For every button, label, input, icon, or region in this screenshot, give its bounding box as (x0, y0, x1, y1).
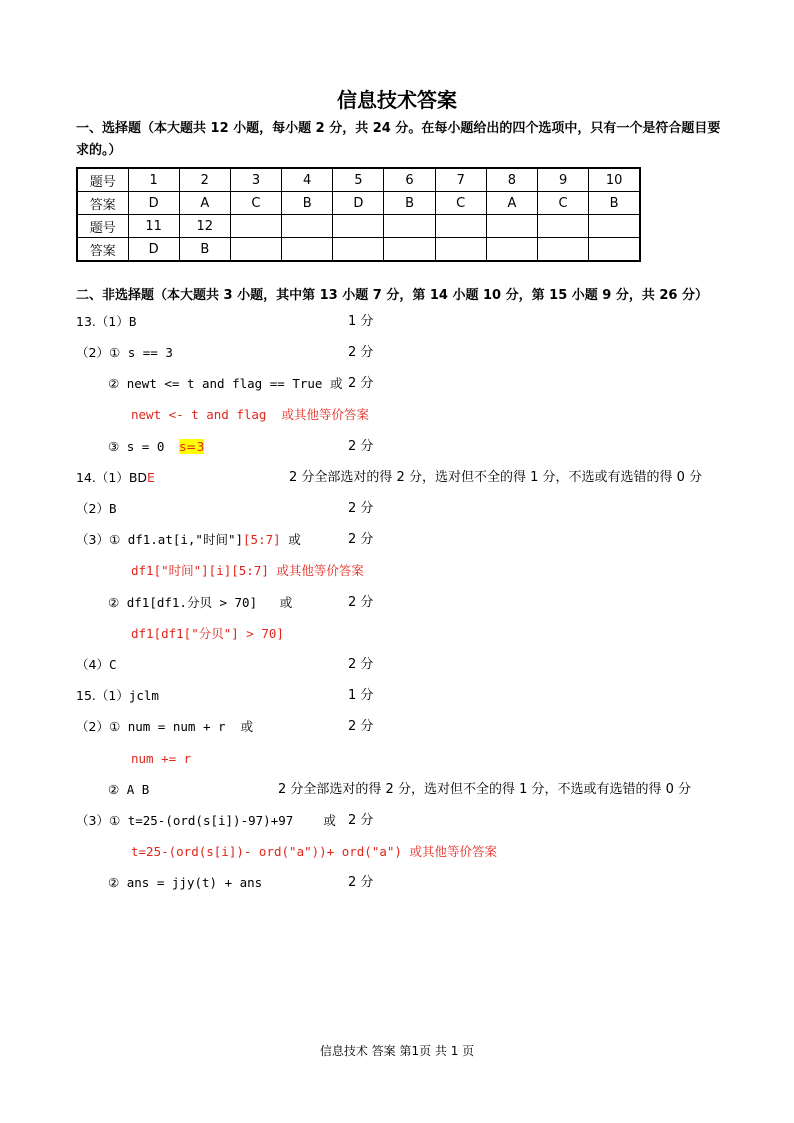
table-cell: C (435, 192, 486, 215)
or-label: 或 (240, 719, 254, 734)
table-cell: 6 (384, 168, 435, 192)
score-label: 1 分 (348, 314, 374, 329)
table-row (77, 192, 640, 215)
equivalent-note: 或其他等价答案 (409, 844, 497, 859)
alt-answer-text: t=25-(ord(s[i])- ord("a"))+ ord("a") (131, 844, 402, 859)
answer-line (108, 874, 262, 892)
table-cell (486, 238, 537, 262)
table-cell: B (282, 192, 333, 215)
answer-text: num = num + r (127, 719, 226, 734)
answer-table (76, 167, 641, 262)
answer-text-red: [5:7] (243, 532, 281, 547)
question-label: 15.（1） (76, 688, 129, 703)
answer-line (76, 313, 136, 331)
table-cell (333, 238, 384, 262)
table-cell (282, 238, 333, 262)
answer-text-red: E (147, 470, 155, 485)
score-label: 2 分 (348, 376, 374, 391)
or-label: 或 (288, 532, 301, 547)
answer-line (76, 344, 173, 362)
table-cell: 11 (128, 215, 179, 238)
or-label: 或 (279, 595, 293, 610)
table-cell (589, 238, 640, 262)
answer-line (108, 438, 204, 456)
question-label: （2）① (76, 719, 121, 734)
table-cell: 7 (435, 168, 486, 192)
score-label: 2 分 (348, 439, 374, 454)
answer-line (76, 469, 155, 487)
score-label: 2 分 (348, 657, 374, 672)
answer-text: B (108, 501, 117, 516)
question-label: 13.（1） (76, 314, 129, 329)
table-cell: 1 (128, 168, 179, 192)
scoring-note: 2 分全部选对的得 2 分，选对但不全的得 1 分，不选或有选错的得 0 分 (278, 782, 692, 797)
alt-answer-line (131, 406, 369, 424)
answer-text: BD (128, 470, 148, 485)
table-cell: B (179, 238, 230, 262)
answer-line (76, 531, 301, 549)
score-label: 2 分 (348, 532, 374, 547)
answer-text: s == 3 (127, 345, 173, 360)
table-cell (333, 215, 384, 238)
table-cell: 答案 (77, 192, 128, 215)
question-label: （3）① (76, 813, 121, 828)
table-cell (538, 238, 589, 262)
table-cell: B (384, 192, 435, 215)
table-cell: 10 (589, 168, 640, 192)
page-footer: 信息技术 答案 第1页 共 1 页 (319, 1044, 475, 1058)
page-title: 信息技术答案 (337, 88, 457, 112)
table-row (77, 238, 640, 262)
question-label: （3）① (76, 532, 121, 547)
question-label: （2） (76, 501, 109, 516)
answer-line (76, 812, 336, 830)
question-label: ② (108, 875, 120, 890)
section2-heading: 二、非选择题（本大题共 3 小题，其中第 13 小题 7 分，第 14 小题 10 分，第 15 小题 9 分，共 26 分） (76, 288, 709, 303)
table-cell (230, 215, 281, 238)
table-cell: 答案 (77, 238, 128, 262)
alt-answer-line (131, 750, 191, 768)
table-cell (282, 215, 333, 238)
table-row (77, 168, 640, 192)
question-label: ② (108, 595, 120, 610)
table-cell (230, 238, 281, 262)
alt-answer-line (131, 625, 284, 643)
table-cell: C (538, 192, 589, 215)
answer-text: C (108, 657, 117, 672)
score-label: 2 分 (348, 345, 374, 360)
table-cell: 9 (538, 168, 589, 192)
answer-line (76, 656, 116, 674)
or-label: 或 (329, 376, 343, 391)
table-cell (435, 238, 486, 262)
answer-text: A B (126, 782, 150, 797)
table-cell: 8 (486, 168, 537, 192)
answer-line (76, 500, 116, 518)
table-cell: 题号 (77, 215, 128, 238)
answer-text: jclm (128, 688, 159, 703)
question-label: 14.（1） (76, 470, 129, 485)
question-label: ② (108, 782, 120, 797)
answer-line (76, 687, 159, 705)
answer-text: B (128, 314, 137, 329)
alt-answer-line (131, 562, 364, 580)
answer-line (108, 781, 149, 799)
answer-text: ans = jjy(t) + ans (126, 875, 263, 890)
table-cell (384, 238, 435, 262)
answer-text: df1[df1.分贝 > 70] (126, 595, 258, 610)
answer-text: s = 0 (126, 439, 165, 454)
table-cell (538, 215, 589, 238)
score-label: 2 分 (348, 875, 374, 890)
table-cell (435, 215, 486, 238)
section1-heading: 一、选择题（本大题共 12 小题，每小题 2 分，共 24 分。在每小题给出的四个选项中，只有一个是符合题目要求的。） (76, 121, 721, 158)
answer-text: df1.at[i,"时间"] (127, 532, 244, 547)
scoring-note: 2 分全部选对的得 2 分，选对但不全的得 1 分，不选或有选错的得 0 分 (289, 470, 703, 485)
table-cell: 2 (179, 168, 230, 192)
highlighted-alt-answer: s=3 (179, 439, 205, 454)
answer-line (108, 375, 342, 393)
answer-line (76, 718, 253, 736)
table-cell (384, 215, 435, 238)
score-label: 1 分 (348, 688, 374, 703)
alt-answer-text: df1[df1["分贝"] > 70] (131, 626, 284, 641)
table-cell: 题号 (77, 168, 128, 192)
score-label: 2 分 (348, 719, 374, 734)
alt-answer-text: newt <- t and flag (131, 407, 267, 422)
equivalent-note: 或其他等价答案 (281, 407, 370, 422)
answer-text: t=25-(ord(s[i])-97)+97 (127, 813, 294, 828)
score-label: 2 分 (348, 501, 374, 516)
alt-answer-text: num += r (131, 751, 192, 766)
table-cell: A (179, 192, 230, 215)
answer-text: newt <= t and flag == True (126, 376, 323, 391)
table-cell: 4 (282, 168, 333, 192)
table-row (77, 215, 640, 238)
alt-answer-text: df1["时间"][i][5:7] (131, 563, 269, 578)
table-cell: C (230, 192, 281, 215)
table-cell: 3 (230, 168, 281, 192)
table-cell: 12 (179, 215, 230, 238)
score-label: 2 分 (348, 813, 374, 828)
score-label: 2 分 (348, 595, 374, 610)
question-label: ③ (108, 439, 120, 454)
equivalent-note: 或其他等价答案 (276, 563, 364, 578)
table-cell: B (589, 192, 640, 215)
table-cell: D (128, 238, 179, 262)
or-label: 或 (323, 813, 336, 828)
alt-answer-line (131, 843, 497, 861)
table-cell: A (486, 192, 537, 215)
question-label: ② (108, 376, 120, 391)
table-cell: D (128, 192, 179, 215)
table-cell: D (333, 192, 384, 215)
question-label: （2）① (76, 345, 121, 360)
table-cell: 5 (333, 168, 384, 192)
question-label: （4） (76, 657, 109, 672)
table-cell (486, 215, 537, 238)
answer-line (108, 594, 292, 612)
table-cell (589, 215, 640, 238)
